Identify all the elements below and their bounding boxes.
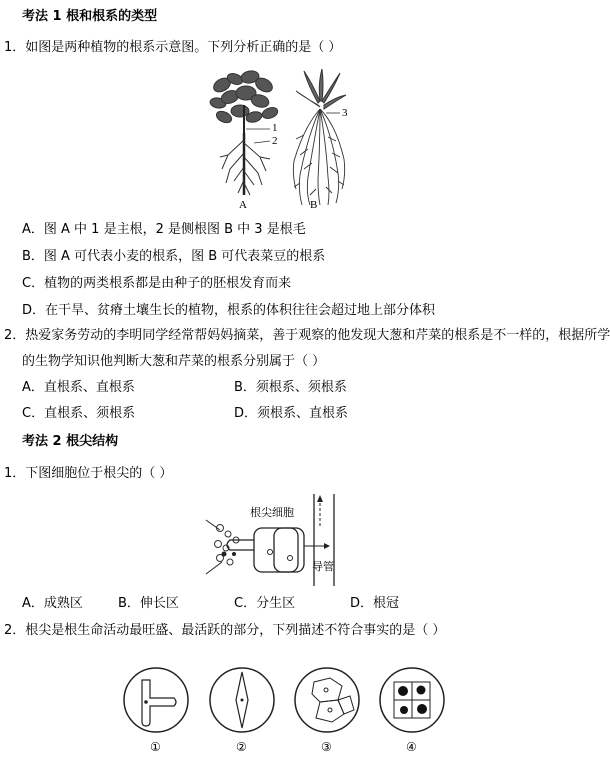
question-1-option-c: C．植物的两类根系都是由种子的胚根发育而来 xyxy=(22,276,292,291)
question-2-option-b: B．须根系、须根系 xyxy=(234,380,347,395)
question-2-stem-line-2: 的生物学知识他判断大葱和芹菜的根系分别属于（ ） xyxy=(22,354,326,369)
question-2-stem-line-1: 2．热爱家务劳动的李明同学经常帮妈妈摘菜，善于观察的他发现大葱和芹菜的根系是不一样的，根据所学 xyxy=(4,328,610,343)
figure-label-a: A xyxy=(239,199,247,211)
question-1-option-a: A．图 A 中 1 是主根，2 是侧根图 B 中 3 是根毛 xyxy=(22,222,306,237)
figure-label-1: 1 xyxy=(272,122,278,134)
figure-label-2: 2 xyxy=(272,135,278,147)
cell-label-1: ① xyxy=(150,740,161,754)
label-root-tip-cell: 根尖细胞 xyxy=(250,506,294,519)
question-3-stem: 1．下图细胞位于根尖的（ ） xyxy=(4,466,173,481)
question-2-option-a: A．直根系、直根系 xyxy=(22,380,135,395)
figure-label-b: B xyxy=(310,199,318,211)
cell-types-drawing xyxy=(120,664,440,739)
root-system-drawing xyxy=(200,65,360,215)
cell-label-2: ② xyxy=(236,740,247,754)
question-1-option-b: B．图 A 可代表小麦的根系，图 B 可代表菜豆的根系 xyxy=(22,249,326,264)
question-2-option-d: D．须根系、直根系 xyxy=(234,406,349,421)
root-hair-cell-figure xyxy=(200,490,350,586)
label-vessel: 导管 xyxy=(312,560,334,573)
question-3-option-b: B．伸长区 xyxy=(118,596,179,611)
section-heading-2: 考法 2 根尖结构 xyxy=(22,434,119,449)
question-1-option-d: D．在干旱、贫瘠土壤生长的植物，根系的体积往往会超过地上部分体积 xyxy=(22,303,436,318)
cell-label-4: ④ xyxy=(406,740,417,754)
question-3-option-a: A．成熟区 xyxy=(22,596,83,611)
question-3-option-c: C．分生区 xyxy=(234,596,296,611)
question-4-stem: 2．根尖是根生命活动最旺盛、最活跃的部分，下列描述不符合事实的是（ ） xyxy=(4,623,446,638)
question-1-stem: 1．如图是两种植物的根系示意图。下列分析正确的是（ ） xyxy=(4,40,342,55)
cell-types-figure xyxy=(120,664,440,759)
root-system-figure xyxy=(200,65,360,215)
cell-label-3: ③ xyxy=(321,740,332,754)
question-3-option-d: D．根冠 xyxy=(350,596,400,611)
question-2-option-c: C．直根系、须根系 xyxy=(22,406,136,421)
section-heading-1: 考法 1 根和根系的类型 xyxy=(22,9,158,24)
figure-label-3: 3 xyxy=(342,107,348,119)
